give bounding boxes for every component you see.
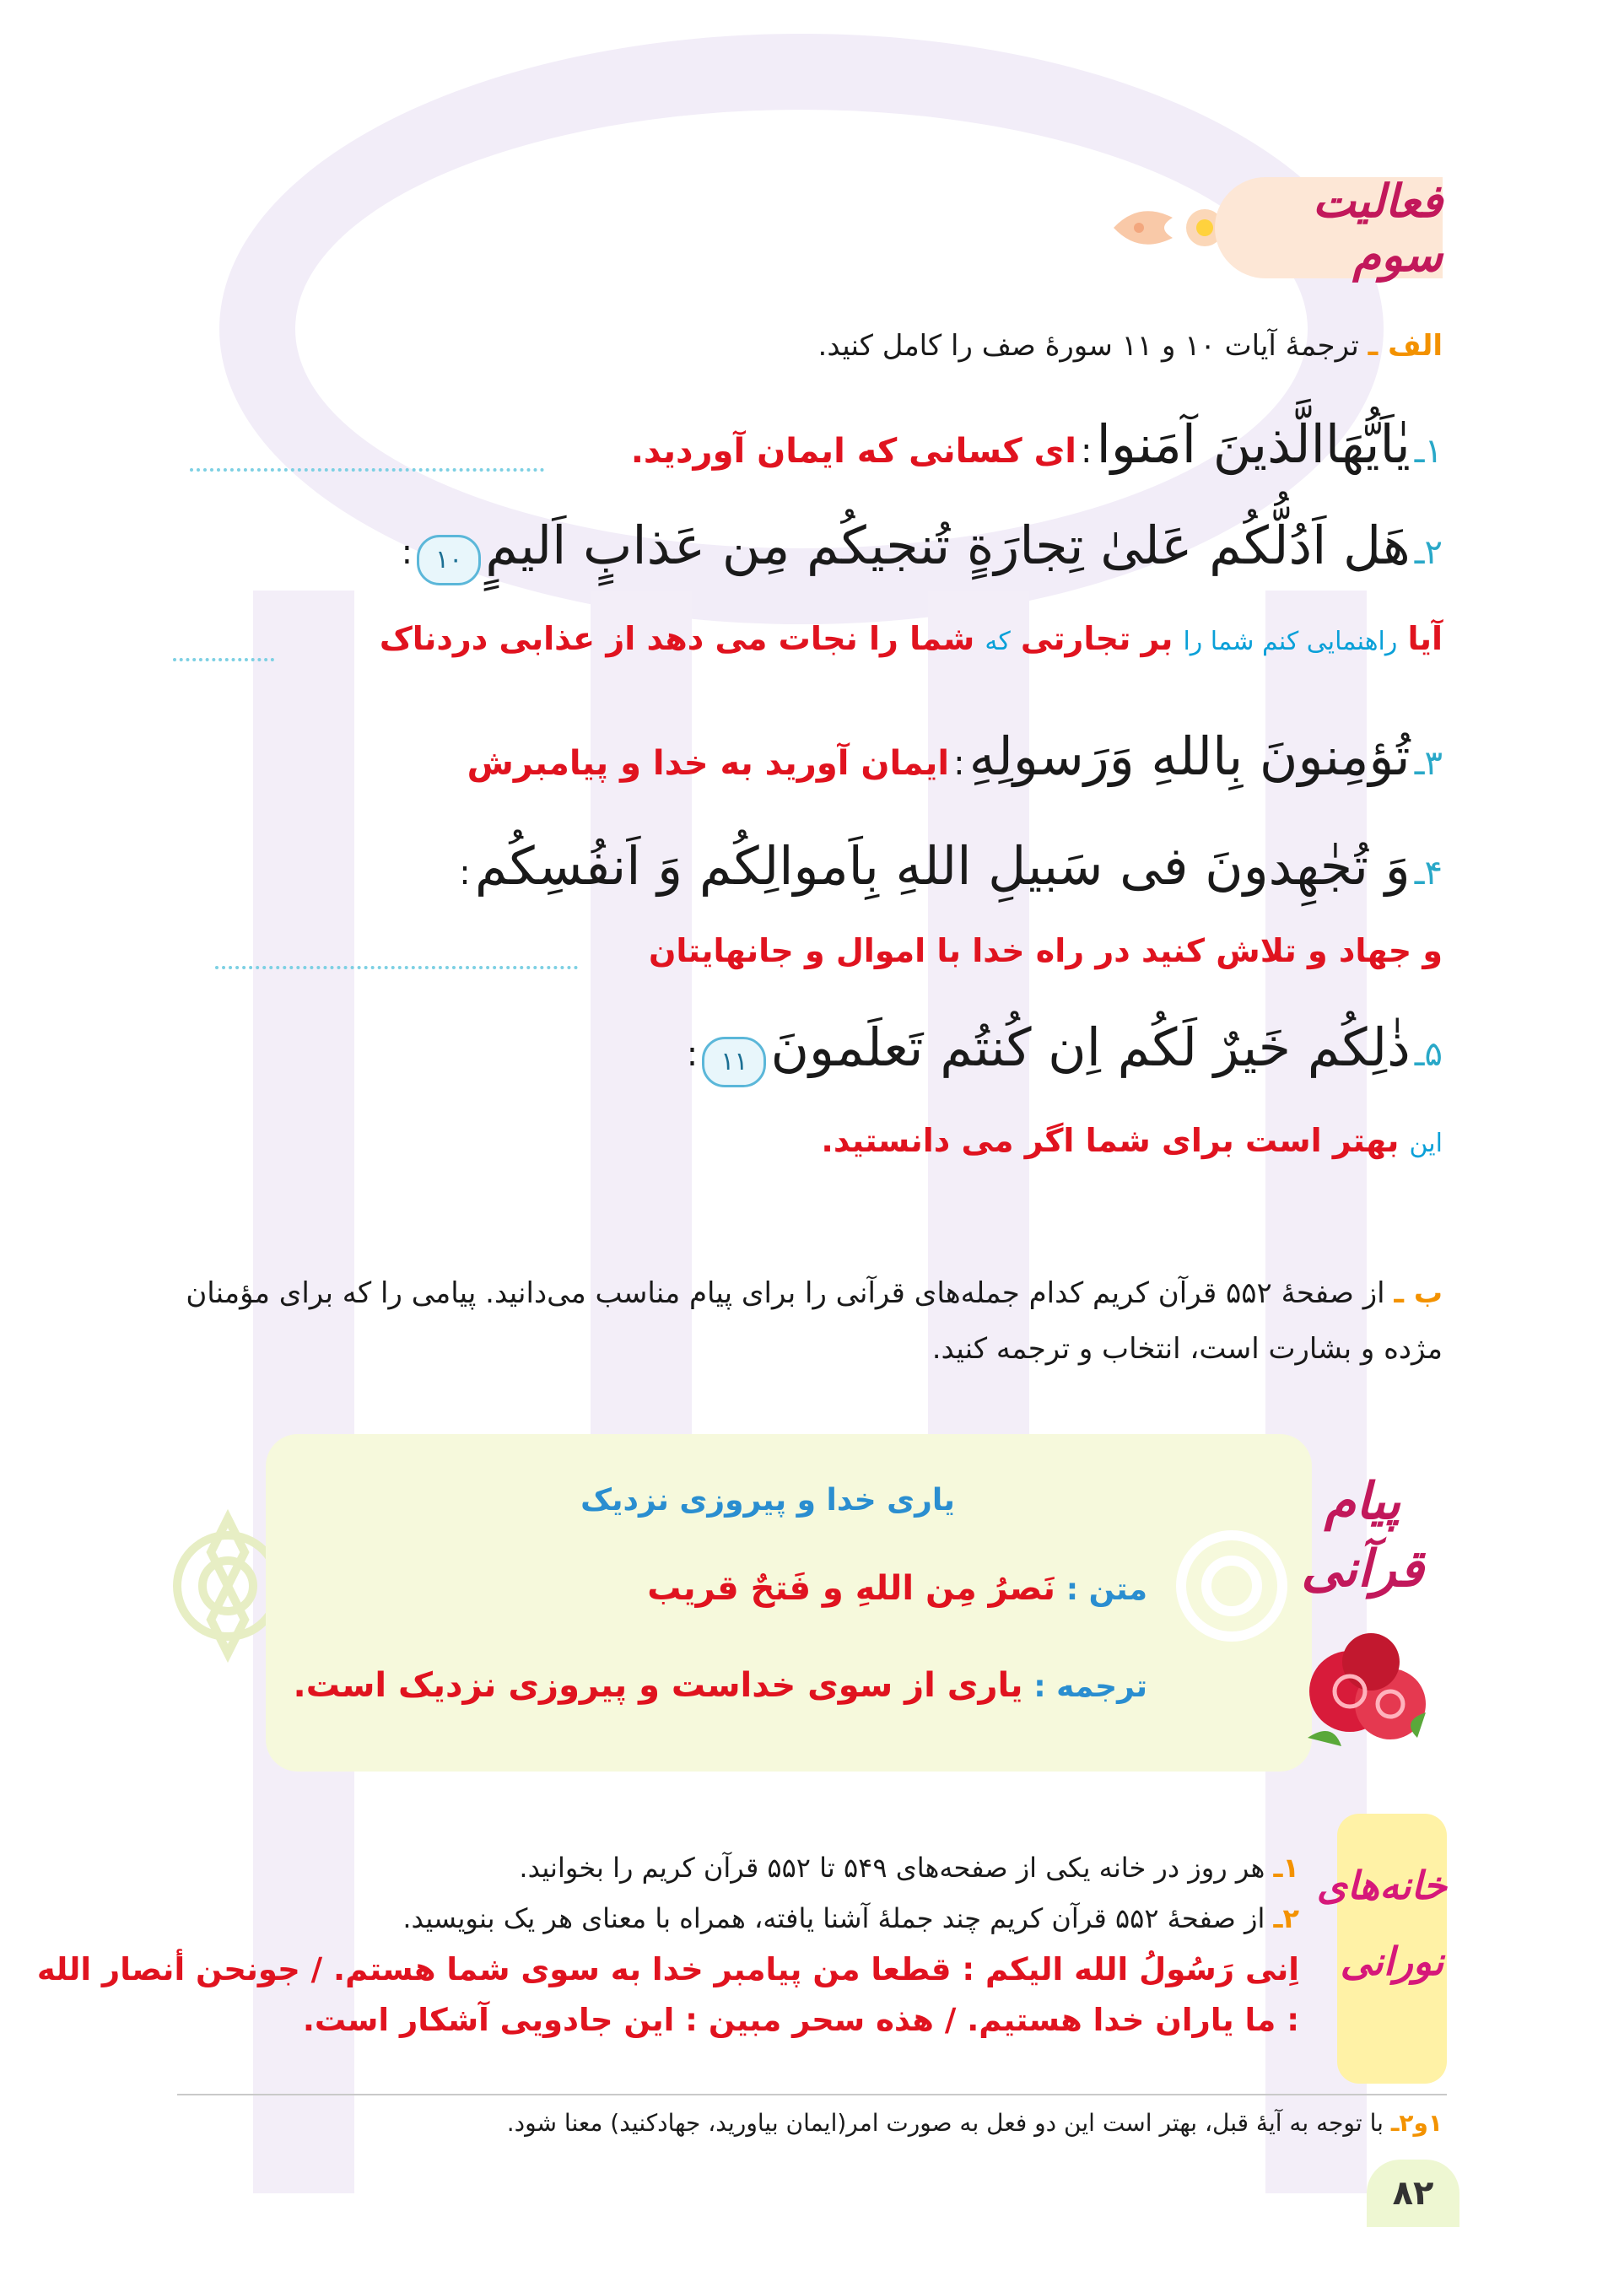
verse-line-4-translation [649,932,1443,969]
home-answer-text: اِنی رَسُولُ الله الیکم : قطعا من پیامبر خدا به سوی شما هستم. / جونحن أنصار الله : ما یاران خدا هستیم. / هذه سحر مبین : این جادویی آشکار است. [36,1951,1299,2038]
ayah-number-badge: ۱۱ [702,1037,766,1087]
verse-number: ۲ـ [1414,533,1443,572]
verse-line-5-translation [821,1122,1443,1159]
part-b-paragraph [160,1265,1443,1377]
verse-arabic: ذٰلِکُم خَیرٌ لَکُم اِن کُنتُم تَعلَمونَ [770,1017,1411,1078]
verse-separator: : [401,533,413,572]
verse-number: ۱ـ [1414,432,1443,471]
verse-translation: ایمان آورید به خدا و پیامبرش [467,744,950,783]
dotted-answer-line [215,966,578,969]
dotted-answer-line [173,658,274,661]
text-label: متن : [1066,1572,1147,1607]
quran-message-text-row [647,1569,1147,1608]
translation-word: شما را نجات می دهد از عذابی دردناک [379,620,975,657]
translation-word: که [985,627,1011,656]
part-b-label: ب ـ [1394,1276,1443,1310]
quran-message-heading [1265,1468,1459,1603]
home-heading-line2: نورانی [1340,1939,1444,1984]
quran-message-heading-text: پیام قرآنی [1301,1472,1424,1599]
quran-message-title-text: یاری خدا و پیروزی نزدیک [580,1483,955,1518]
verse-number: ۵ـ [1414,1035,1443,1074]
part-b-text: از صفحهٔ ۵۵۲ قرآن کریم کدام جمله‌های قرآنی را برای پیام مناسب می‌دانید. پیامی را که برای مؤمنان مژده و بشارت است، انتخاب و ترجمه کنید. [186,1276,1443,1366]
verse-number: ۴ـ [1414,854,1443,893]
footnote-text: با توجه به آیهٔ قبل، بهتر است این دو فعل به صورت امر(ایمان بیاورید، جهادکنید) معنا شود. [506,2109,1384,2137]
verse-arabic: یٰاَیُّهَاالَّذینَ آمَنوا [1096,413,1411,475]
footnote [507,2109,1443,2137]
translation-label: ترجمه : [1033,1669,1147,1704]
page-number: ۸۲ [1367,2160,1459,2227]
verse-arabic: وَ تُجٰهِدونَ فی سَبیلِ اللهِ بِاَموالِکُم وَ اَنفُسِکُم [474,835,1411,897]
verse-separator: : [953,744,965,783]
roses-icon [1291,1611,1443,1763]
home-heading-line1: خانه‌های [1316,1863,1447,1908]
translation-word: بر [1141,620,1173,657]
translation-value: یاری از سوی خداست و پیروزی نزدیک است. [293,1666,1023,1705]
verse-line-2-translation [380,620,1443,657]
footnote-divider [177,2094,1447,2095]
quran-message-translation-row [294,1666,1147,1705]
dotted-answer-line [190,468,544,472]
verse-arabic: تُؤمِنونَ بِاللهِ وَرَسولِهِ [968,725,1411,787]
verse-separator: : [459,854,471,893]
translation-word: آیا [1407,620,1443,657]
verse-arabic: هَل اَدُلُّکُم عَلیٰ تِجارَةٍ تُنجیکُم مِن عَذابٍ اَلیمٍ [485,515,1411,576]
footnote-number: ۱و۲ـ [1390,2109,1443,2137]
translation-word: این [1409,1129,1443,1158]
verse-line-3 [467,725,1443,787]
home-item-1 [519,1852,1299,1884]
part-a-instruction-text: ترجمهٔ آیات ۱۰ و ۱۱ سورهٔ صف را کامل کنید. [817,329,1359,363]
part-a-label: الف ـ [1368,329,1443,363]
text-value: نَصرُ مِن اللهِ و فَتحٌ قریب [647,1569,1055,1608]
verse-line-2 [402,515,1443,585]
quran-message-title [472,1483,1063,1518]
verse-line-1 [631,413,1443,475]
home-item-text: از صفحهٔ ۵۵۲ قرآن کریم چند جملهٔ آشنا یافته، همراه با معنای هر یک بنویسید. [402,1902,1265,1934]
translation-word: راهنمایی کنم شما را [1183,627,1398,656]
home-item-2 [402,1902,1299,1934]
ayah-number-badge: ۱۰ [417,535,481,585]
badge-title: فعالیت سوم [1312,174,1443,282]
translation-word: بهتر است برای شما اگر می دانستید. [821,1122,1400,1159]
verse-separator: : [1081,432,1093,471]
home-item-number: ۱ـ [1273,1852,1299,1884]
verse-translation: و جهاد و تلاش کنید در راه خدا با اموال و جانهایتان [648,932,1443,969]
home-item-text: هر روز در خانه یکی از صفحه‌های ۵۴۹ تا ۵۵۲ قرآن کریم را بخوانید. [519,1852,1265,1884]
verse-number: ۳ـ [1414,744,1443,783]
home-answer [25,1944,1299,2046]
translation-word: تجارتی [1020,620,1131,657]
flourish-ornament-icon [1105,192,1232,263]
verse-line-5 [687,1017,1443,1087]
verse-separator: : [686,1035,699,1074]
verse-translation: ای کسانی که ایمان آوردید. [630,432,1076,471]
home-section-heading [1316,1847,1447,1999]
verse-line-4 [459,835,1443,897]
home-item-number: ۲ـ [1273,1902,1299,1934]
activity-badge [1215,174,1443,282]
part-a-instruction [818,329,1443,363]
